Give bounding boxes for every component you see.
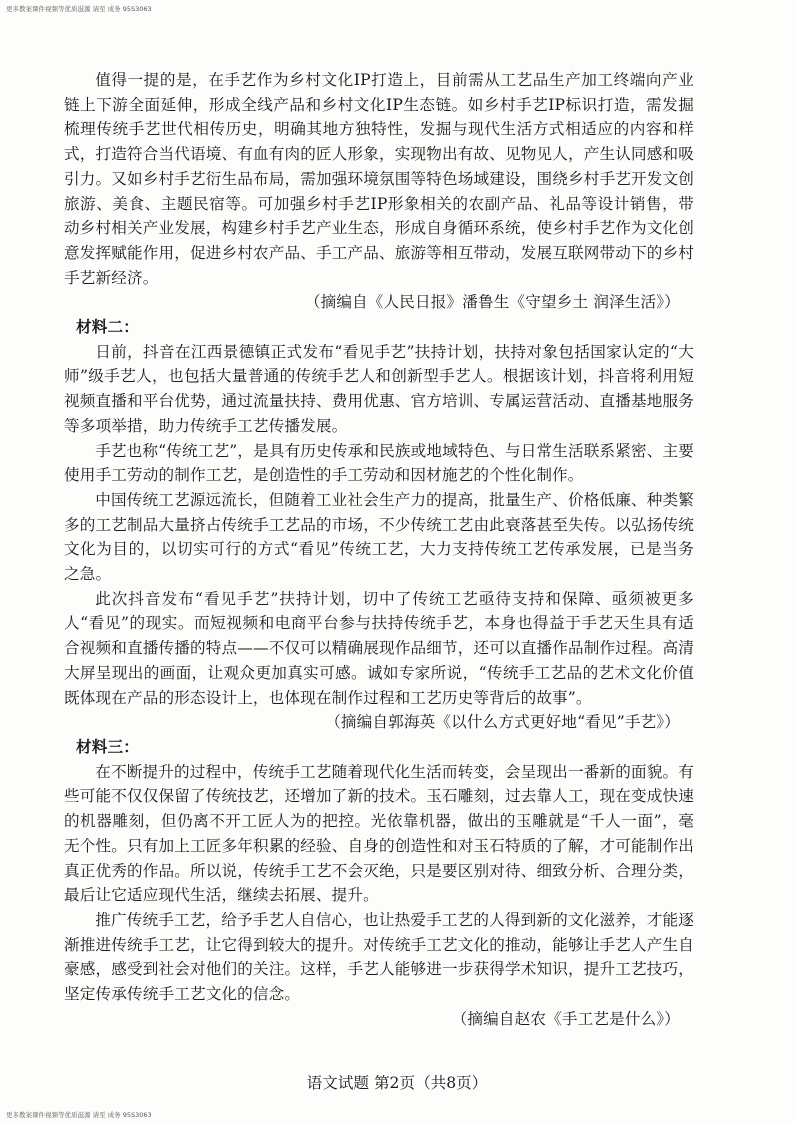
source-citation: （摘编自《人民日报》潘鲁生《守望乡土 润泽生活》） — [304, 293, 680, 312]
header-watermark-note: 更多教案课件视频等优质滋源 请至 成务 95S3063 — [6, 5, 152, 13]
article-body — [64, 68, 694, 1031]
paragraph: 值得一提的是，在手艺作为乡村文化IP打造上，目前需从工艺品生产加工终端向产业链上下游全面延伸，形成全线产品和乡村文化IP生态链。如乡村手艺IP标识打造，需发掘梳理传统手艺世代相传历史，明确其地方独特性，发掘与现代生活方式相适应的内容和样式，打造符合当代语境、有血有肉的匠人形象，实现物出有故、见物见人，产生认同感和吸引力。又如乡村手艺衍生品布局，需加强环境氛围等特色场域建设，围绕乡村手艺开发文创旅游、美食、主题民宿等。可加强乡村手艺IP形象相关的农副产品、礼品等设计销售，带动乡村相关产业发展，构建乡村手艺产业生态，形成自身循环系统，使乡村手艺作为文化创意发挥赋能作用，促进乡村农产品、手工产品、旅游等相互带动，发展互联网带动下的乡村手艺新经济。 — [64, 71, 694, 287]
section-heading-material-2: 材料二： — [76, 317, 139, 337]
paragraph: 手艺也称“传统工艺”，是具有历史传承和民族或地域特色、与日常生活联系紧密、主要使用手工劳动的制作工艺，是创造性的手工劳动和因材施艺的个性化制作。 — [64, 441, 694, 485]
paragraph: 推广传统手工艺，给予手艺人自信心，也让热爱手工艺的人得到新的文化滋养，才能逐渐推进传统手工艺，让它得到较大的提升。对传统手工艺文化的推动，能够让手艺人产生自豪感，感受到社会对他们的关注。这样，手艺人能够进一步获得学术知识，提升工艺技巧，坚定传承传统手工艺文化的信念。 — [64, 910, 694, 1004]
footer-watermark-note: 更多教案课件视频等优质滋源 请至 成务 95S3063 — [6, 1111, 152, 1119]
paragraph: 中国传统工艺源远流长，但随着工业社会生产力的提高，批量生产、价格低廉、种类繁多的工艺制品大量挤占传统手工艺品的市场，不少传统工艺由此衰落甚至失传。以弘扬传统文化为目的，以切实可行的方式“看见”传统工艺，大力支持传统工艺传承发展，已是当务之急。 — [64, 490, 694, 584]
page-number-footer: 语文试题 第2页（共8页） — [306, 1074, 488, 1092]
paragraph: 日前，抖音在江西景德镇正式发布“看见手艺”扶持计划，扶持对象包括国家认定的“大师”级手艺人，也包括大量普通的传统手艺人和创新型手艺人。根据该计划，抖音将利用短视频直播和平台优势，通过流量扶持、费用优惠、官方培训、专属运营活动、直播基地服务等多项举措，助力传统手工艺传播发展。 — [64, 342, 694, 435]
section-heading-material-3: 材料三： — [76, 736, 139, 756]
paragraph: 此次抖音发布“看见手艺”扶持计划，切中了传统工艺亟待支持和保障、亟须被更多人“看见”的现实。而短视频和电商平台参与扶持传统手艺，本身也得益于手艺天生具有适合视频和直播传播的特点——不仅可以精确展现作品细节，还可以直播作品制作过程。高清大屏呈现出的画面，让观众更加真实可感。诚如专家所说，“传统手工艺品的艺术文化价值既体现在产品的形态设计上，也体现在制作过程和工艺历史等背后的故事”。 — [64, 589, 694, 707]
source-citation: （摘编自赵农《手工艺是什么》） — [451, 1009, 680, 1028]
source-citation: （摘编自郭海英《以什么方式更好地“看见”手艺》） — [325, 713, 680, 732]
paragraph: 在不断提升的过程中，传统手工艺随着现代化生活而转变，会呈现出一番新的面貌。有些可能不仅仅保留了传统技艺，还增加了新的技术。玉石雕刻，过去靠人工，现在变成快速的机器雕刻，但仍离不开工匠人为的把控。光依靠机器，做出的玉雕就是“千人一面”，毫无个性。只有加上工匠多年积累的经验、自身的创造性和对玉石特质的了解，才可能制作出真正优秀的作品。所以说，传统手工艺不会灭绝，只是要区别对待、细致分析、合理分类，最后让它适应现代生活，继续去拓展、提升。 — [64, 762, 694, 905]
